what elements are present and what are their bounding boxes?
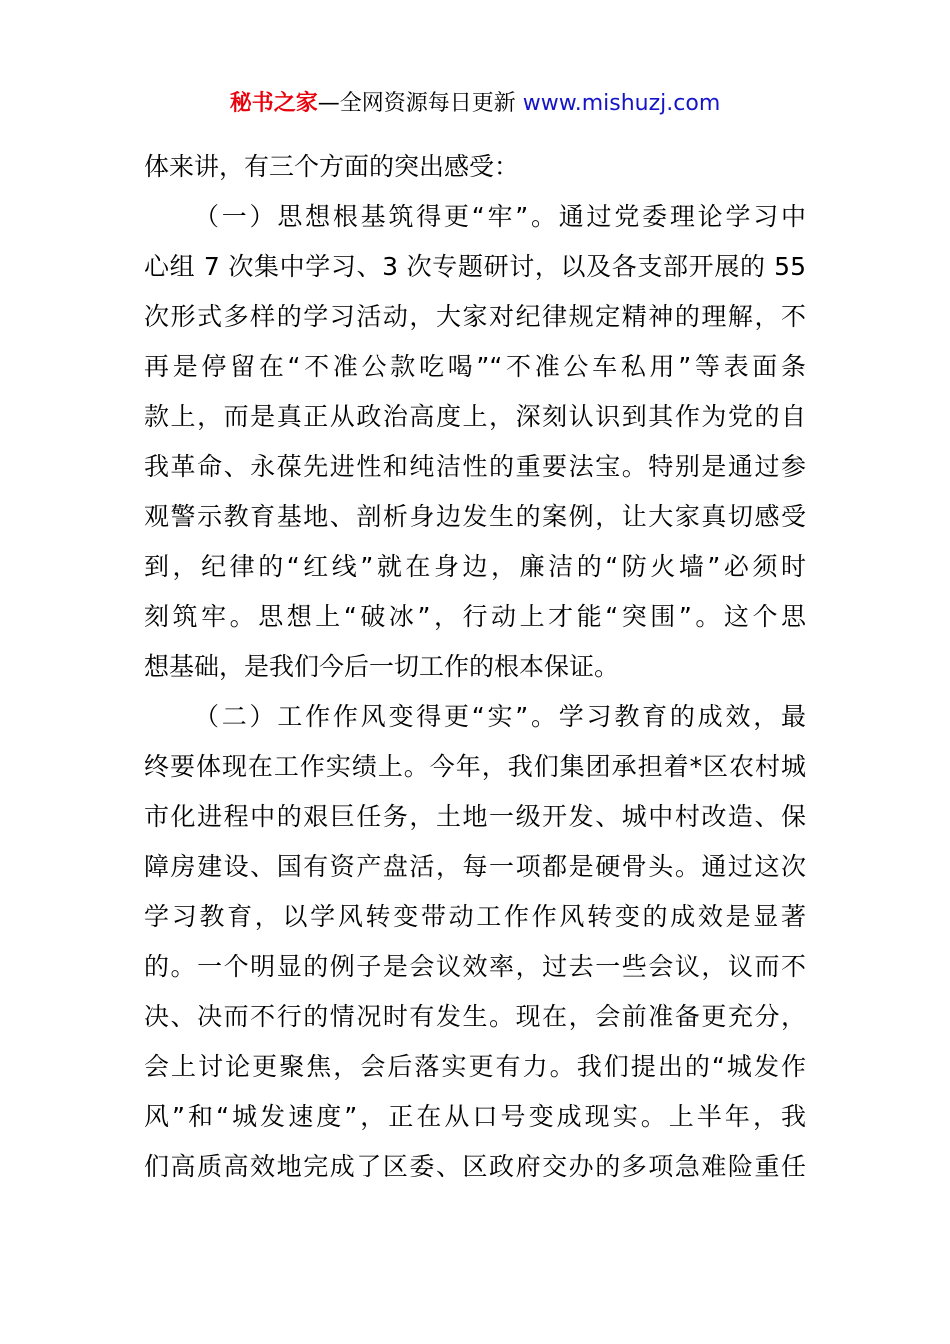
text-line: 风”和“城发速度”，正在从口号变成现实。上半年，我 bbox=[144, 1102, 806, 1131]
text-line: 观警示教育基地、剖析身边发生的案例，让大家真切感受 bbox=[144, 502, 806, 531]
text-line: 决、决而不行的情况时有发生。现在，会前准备更充分， bbox=[144, 1002, 806, 1031]
text-line: 们高质高效地完成了区委、区政府交办的多项急难险重任 bbox=[144, 1152, 806, 1181]
document-body bbox=[144, 142, 806, 1192]
brand-name: 秘书之家 bbox=[229, 91, 318, 116]
text-line: 次形式多样的学习活动，大家对纪律规定精神的理解，不 bbox=[144, 302, 806, 331]
text-line: 体来讲，有三个方面的突出感受： bbox=[144, 152, 520, 181]
text-line: 终要体现在工作实绩上。今年，我们集团承担着*区农村城 bbox=[144, 752, 806, 781]
text-line: 学习教育，以学风转变带动工作作风转变的成效是显著 bbox=[144, 902, 806, 931]
header-slogan: —全网资源每日更新 bbox=[317, 91, 523, 116]
text-line: 障房建设、国有资产盘活，每一项都是硬骨头。通过这次 bbox=[144, 852, 806, 881]
text-line: 我革命、永葆先进性和纯洁性的重要法宝。特别是通过参 bbox=[144, 452, 806, 481]
text-line: 心组 7 次集中学习、3 次专题研讨，以及各支部开展的 55 bbox=[144, 252, 806, 281]
text-line: 想基础，是我们今后一切工作的根本保证。 bbox=[144, 652, 620, 681]
header-url-link[interactable]: www.mishuzj.com bbox=[522, 91, 721, 116]
text-line: 的。一个明显的例子是会议效率，过去一些会议，议而不 bbox=[144, 952, 806, 981]
text-line: 再是停留在“不准公款吃喝”“不准公车私用”等表面条 bbox=[144, 352, 806, 381]
text-line: 刻筑牢。思想上“破冰”，行动上才能“突围”。这个思 bbox=[144, 602, 806, 631]
text-line: 会上讨论更聚焦，会后落实更有力。我们提出的“城发作 bbox=[144, 1052, 806, 1081]
section-heading-line: （二）工作作风变得更“实”。学习教育的成效，最 bbox=[194, 702, 806, 731]
text-line: 市化进程中的艰巨任务，土地一级开发、城中村改造、保 bbox=[144, 802, 806, 831]
text-line: 款上，而是真正从政治高度上，深刻认识到其作为党的自 bbox=[144, 402, 806, 431]
watermark-header bbox=[0, 88, 950, 120]
section-heading-line: （一）思想根基筑得更“牢”。通过党委理论学习中 bbox=[194, 202, 806, 231]
text-line: 到，纪律的“红线”就在身边，廉洁的“防火墙”必须时 bbox=[144, 552, 806, 581]
